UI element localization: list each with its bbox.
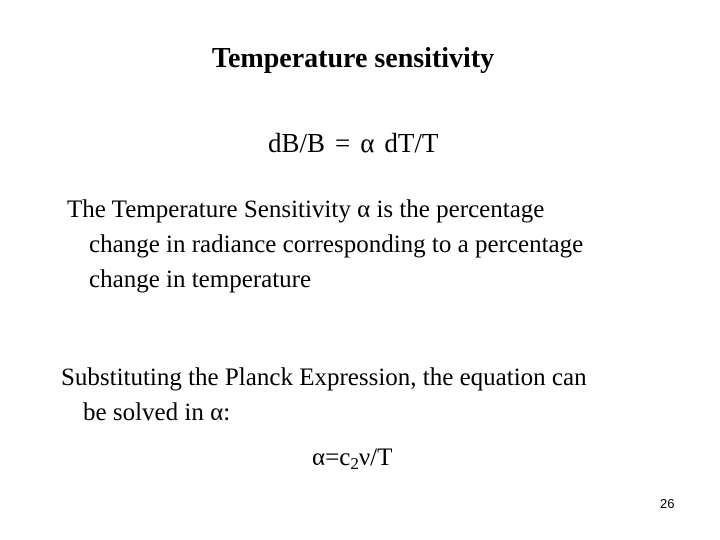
- equation-d2: d: [384, 128, 398, 158]
- formula-eq-c: =c: [325, 444, 351, 471]
- equation-alpha-symbol: α: [360, 128, 375, 158]
- formula-alpha: α: [312, 444, 326, 471]
- definition-line-1: [67, 192, 583, 227]
- sensitivity-equation: [268, 125, 438, 161]
- alpha-symbol: α: [210, 399, 224, 426]
- definition-line-1-post: is the percentage: [370, 196, 545, 223]
- formula-nu: ν: [358, 444, 371, 471]
- definition-line-1-pre: The Temperature Sensitivity: [67, 196, 358, 223]
- slide-title: Temperature sensitivity: [211, 43, 495, 74]
- alpha-formula: [312, 440, 392, 476]
- definition-paragraph: [67, 192, 583, 297]
- substitution-line-1: Substituting the Planck Expression, the equation can: [61, 364, 587, 391]
- substitution-line-2-post: :: [223, 399, 231, 426]
- substitution-line-2-pre: be solved in: [83, 399, 211, 426]
- page-number: 26: [660, 496, 675, 511]
- definition-line-2: change in radiance corresponding to a percentage: [89, 231, 584, 258]
- definition-line-3: change in temperature: [89, 266, 312, 293]
- substitution-paragraph: [61, 360, 587, 430]
- equation-t-ratio: T/T: [397, 128, 439, 158]
- equation-b-ratio: B/B: [281, 128, 326, 158]
- formula-tail: /T: [370, 444, 393, 471]
- substitution-line-2: [61, 395, 587, 430]
- equation-equals: =: [335, 128, 351, 158]
- equation-d: d: [268, 128, 282, 158]
- alpha-symbol: α: [357, 196, 371, 223]
- formula-subscript: 2: [350, 454, 359, 473]
